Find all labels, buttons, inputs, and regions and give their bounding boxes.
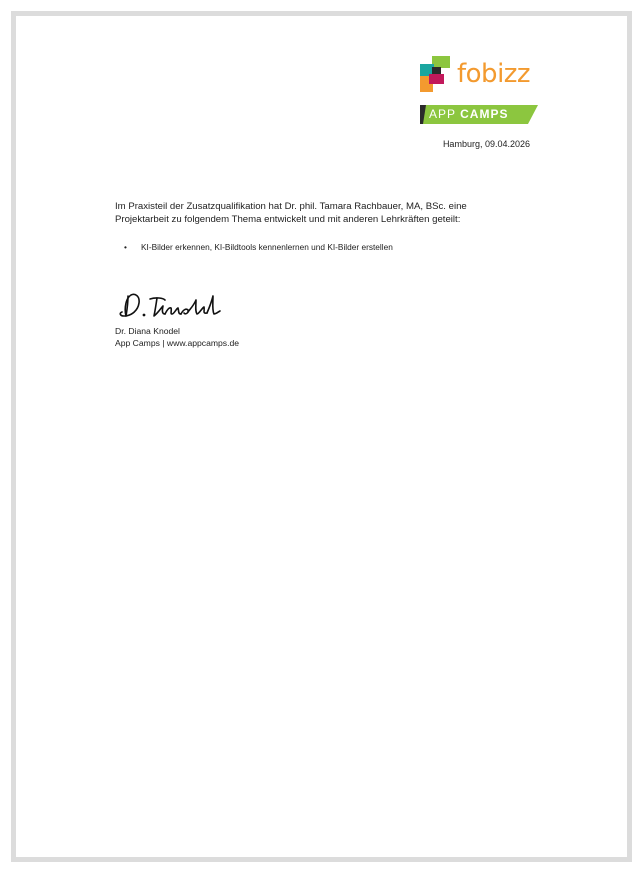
fobizz-logo-mark-icon [420,56,460,100]
fobizz-wordmark: fobizz [457,59,531,89]
signer-block [115,325,239,349]
intro-line-2: Projektarbeit zu folgendem Thema entwickelt und mit anderen Lehrkräften geteilt: [115,214,461,225]
date-location: Hamburg, 09.04.2026 [442,139,530,149]
list-item [115,241,515,253]
signer-name: Dr. Diana Knodel [115,326,180,336]
topic-text: KI-Bilder erkennen, KI-Bildtools kennenlernen und KI-Bilder erstellen [141,242,393,252]
handwritten-signature [114,286,224,326]
topic-list [115,241,515,253]
bullet-icon: • [124,242,127,252]
fobizz-appcamps-logo [420,56,538,128]
signer-organization: App Camps | www.appcamps.de [115,338,240,348]
certificate-page [11,11,632,862]
appcamps-wordmark: APP CAMPS [429,107,509,121]
intro-line-1: Im Praxisteil der Zusatzqualifikation hat Dr. phil. Tamara Rachbauer, MA, BSc. eine [115,201,467,212]
intro-paragraph [115,200,515,226]
